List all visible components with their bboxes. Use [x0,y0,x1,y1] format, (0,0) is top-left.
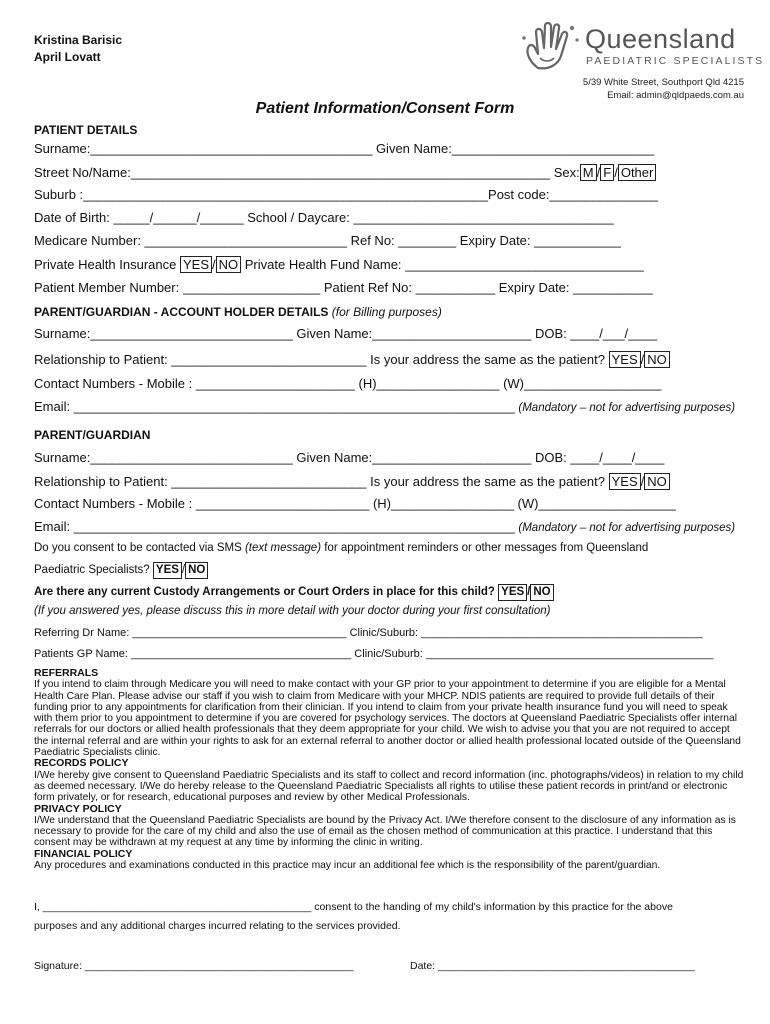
sms-question-text: Do you consent to be contacted via SMS [34,542,242,554]
custody-no-option[interactable]: NO [530,584,553,601]
guardian-email-row [34,519,735,534]
dob-school-field[interactable]: Date of Birth: _____/______/______ School / Daycare: ____________________________________ [34,210,614,225]
account-holder-heading [34,305,442,319]
billing-note: (for Billing purposes) [331,305,442,319]
private-health-label: Private Health Insurance [34,257,177,272]
email-line: Email: admin@qldpaeds.com.au [607,90,744,101]
sex-female-option[interactable]: F [600,164,614,181]
form-title: Patient Information/Consent Form [255,100,515,117]
email-mandatory-note: (Mandatory – not for advertising purposes) [518,402,736,414]
guardian-email-field[interactable]: Email: _____________________________________________________________ [34,519,515,534]
guardian-surname-field[interactable]: Surname:____________________________ Given Name:______________________ DOB: ____/____/____ [34,450,665,465]
doctor-name: April Lovatt [34,50,101,64]
privacy-text: I/We understand that the Queensland Paediatric Specialists are bound by the Privacy Act. I/We therefore consent to the disclosure of any information as is necessary to provide for the care of my child and also the use of email as the chosen method of communication at this practice. I understand that this consent may be withdrawn at my request at any time by informing the clinic in writing. [34,814,736,849]
financial-text: Any procedures and examinations conducted in this practice may incur an additional fee which is the responsibility of the parent/guardian. [34,860,661,872]
consent-name-field[interactable]: I, ______________________________________________ consent to the handing of my child's information by this practice for the above [34,901,673,913]
patient-surname-field[interactable]: Surname:_______________________________________ Given Name:____________________________ [34,141,655,156]
guardian-contact-field[interactable]: Contact Numbers - Mobile : ________________________ (H)_________________ (W)___________________ [34,496,676,511]
private-health-row: Private Health Insurance YES / NO Private Health Fund Name: _________________________________ [34,257,644,272]
guardian-relationship-row: Relationship to Patient: ___________________________ Is your address the same as the patient? YES / NO [34,473,670,490]
financial-heading: FINANCIAL POLICY [34,847,133,860]
sms-question-text-cont: for appointment reminders or other messages from Queensland [324,542,649,554]
suburb-postcode-field[interactable]: Suburb :________________________________________________________Post code:_______________ [34,187,658,202]
sms-question-text-end: Paediatric Specialists? [34,564,150,576]
policies-block [34,668,744,871]
account-surname-field[interactable]: Surname:____________________________ Given Name:______________________ DOB: ____/___/____ [34,326,658,341]
account-contact-field[interactable]: Contact Numbers - Mobile : ______________________ (H)_________________ (W)___________________ [34,376,662,391]
referring-dr-field[interactable]: Referring Dr Name: ___________________________________ Clinic/Suburb: ______________________________________________ [34,627,703,639]
doctor-name: Kristina Barisic [34,33,123,47]
referrals-text: If you intend to claim through Medicare you will need to make contact with your GP prior to your appointment to determine if you are eligible for a Mental Health Care Plan. Please advise our staff if you wish to claim from Medicare with your MHCP. NDIS patients are required to provide full details of their funding prior to any appointments for clarification from their clinician. If you intend to claim from your private health insurance fund you will need to speak with them prior to you appointment to determine if you are covered for psychology services. The doctors at Queensland Paediatric Specialists offer internal referrals for our doctors or allied health professionals that they deem appropriate for your child. We wish to advise you that you are not required to accept the internal referral and are within your rights to ask for an external referral to another doctor or allied health professional located outside of the Queensland Paediatric Specialists clinic. [34,679,741,759]
account-relationship-row: Relationship to Patient: ___________________________ Is your address the same as the patient? YES / NO [34,351,670,368]
custody-question: Are there any current Custody Arrangements or Court Orders in place for this child? [34,586,495,598]
account-email-field[interactable]: Email: _____________________________________________________________ [34,399,515,414]
custody-yes-option[interactable]: YES [498,584,527,601]
address-line: 5/39 White Street, Southport Qld 4215 [582,77,744,88]
date-field[interactable]: Date: ____________________________________________ [410,960,695,972]
account-holder-heading-text: PARENT/GUARDIAN - ACCOUNT HOLDER DETAILS [34,305,329,319]
health-fund-field[interactable]: Private Health Fund Name: _________________________________ [244,257,644,272]
custody-row: Are there any current Custody Arrangements or Court Orders in place for this child? YES / NO [34,584,554,601]
sex-other-option[interactable]: Other [618,164,657,181]
consent-purposes-text: purposes and any additional charges incurred relating to the services provided. [34,920,401,932]
logo-name: Queensland [585,24,736,54]
doctor-names [34,32,122,66]
patient-street-row: Street No/Name:__________________________________________________________ Sex: M / F / Other [34,164,656,181]
clinic-address [583,76,744,102]
records-text: I/We hereby give consent to Queensland Paediatric Specialists and its staff to collect and record information (inc. photographs/videos) in relation to my child as deemed necessary. I/We do hereby release to the Queensland Paediatric Specialists all rights to utilise these patient records in print/and or electronic form privately, or for research, educational purposes and review by other Medical Professionals. [34,769,744,804]
sms-yes-option[interactable]: YES [153,562,182,579]
gp-name-field[interactable]: Patients GP Name: ____________________________________ Clinic/Suburb: _______________________________________________ [34,648,714,660]
signature-field[interactable]: Signature: ______________________________________________ [34,960,354,972]
account-email-row [34,399,735,414]
records-heading: RECORDS POLICY [34,757,129,770]
privacy-heading: PRIVACY POLICY [34,802,122,815]
referrals-heading: REFERRALS [34,667,99,679]
member-number-field[interactable]: Patient Member Number: ___________________ Patient Ref No: ___________ Expiry Date: ___________ [34,280,653,295]
guardian-relationship-field[interactable]: Relationship to Patient: ___________________________ Is your address the same as the patient? [34,474,605,489]
custody-note: (If you answered yes, please discuss this in more detail with your doctor during your first consultation) [34,605,551,617]
street-field[interactable]: Street No/Name:__________________________________________________________ Sex: [34,165,580,180]
guardian-address-no-option[interactable]: NO [644,473,670,490]
sms-text-message-note: (text message) [244,542,322,554]
medicare-field[interactable]: Medicare Number: ____________________________ Ref No: ________ Expiry Date: ____________ [34,233,621,248]
hand-logo-icon [520,18,582,70]
sms-consent-line-2: Paediatric Specialists? YES / NO [34,562,208,579]
account-relationship-field[interactable]: Relationship to Patient: ___________________________ Is your address the same as the patient? [34,352,605,367]
guardian-heading: PARENT/GUARDIAN [34,428,151,442]
logo-subtitle: PAEDIATRIC SPECIALISTS [586,55,765,67]
email-mandatory-note: (Mandatory – not for advertising purposes) [518,522,736,534]
patient-details-heading: PATIENT DETAILS [34,123,138,137]
sms-no-option[interactable]: NO [185,562,208,579]
private-health-yes-option[interactable]: YES [180,256,212,273]
sex-male-option[interactable]: M [580,164,597,181]
account-address-yes-option[interactable]: YES [609,351,641,368]
sms-consent-line [34,542,648,554]
account-address-no-option[interactable]: NO [644,351,670,368]
guardian-address-yes-option[interactable]: YES [609,473,641,490]
private-health-no-option[interactable]: NO [216,256,242,273]
